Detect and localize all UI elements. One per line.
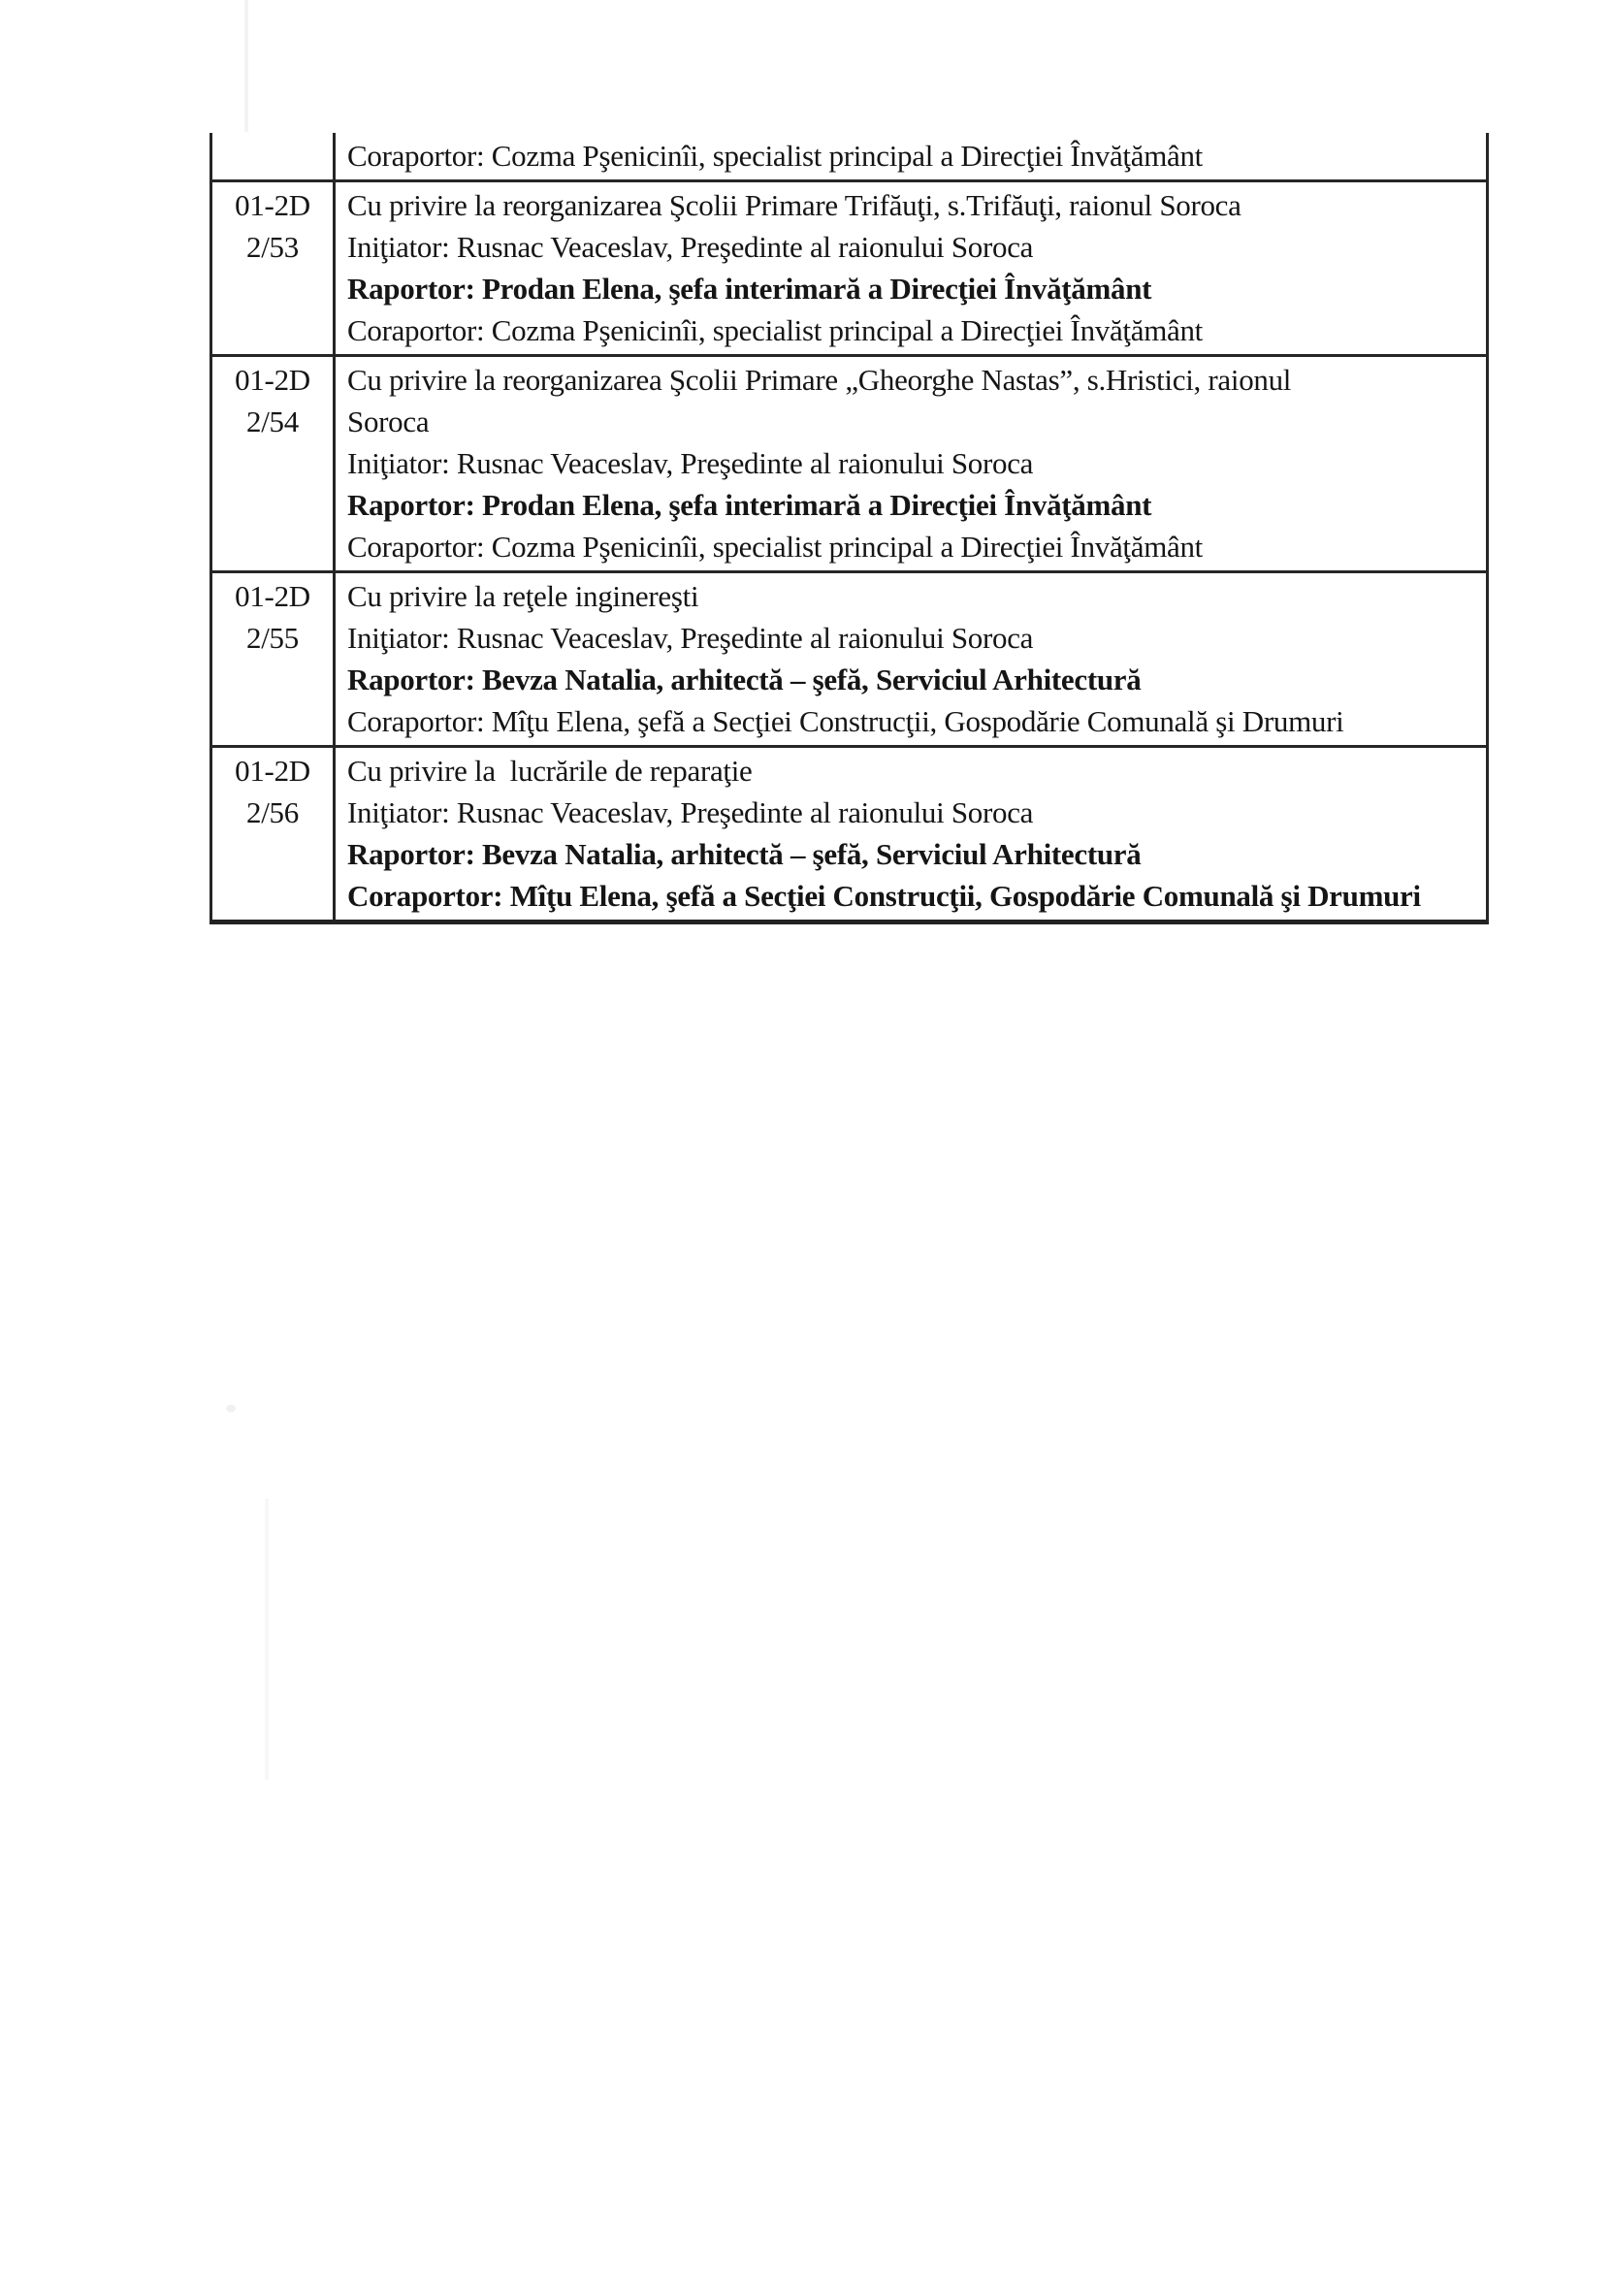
table-row: [212, 133, 1486, 182]
decision-id-cell: [212, 573, 336, 745]
decision-text-line: Coraportor: Cozma Pşenicinîi, specialist principal a Direcţiei Învăţământ: [347, 530, 1203, 564]
table-row: [212, 357, 1486, 573]
decision-content-cell: [336, 357, 1486, 570]
scan-artifact: [244, 0, 248, 132]
decision-text-line: Cu privire la reorganizarea Şcolii Primare Trifăuţi, s.Trifăuţi, raionul Soroca: [347, 188, 1241, 222]
decision-text-line: Raportor: Prodan Elena, şefa interimară a Direcţiei Învăţământ: [347, 272, 1152, 306]
decisions-table: [210, 133, 1489, 924]
decision-text-line: Cu privire la lucrările de reparaţie: [347, 754, 753, 788]
decision-id: 2/56: [246, 795, 299, 829]
decision-id-cell: [212, 182, 336, 354]
decision-id: 01-2D: [235, 754, 310, 788]
decision-text-line: Coraportor: Cozma Pşenicinîi, specialist principal a Direcţiei Învăţământ: [347, 139, 1203, 173]
decision-text-line: Coraportor: Cozma Pşenicinîi, specialist principal a Direcţiei Învăţământ: [347, 313, 1203, 347]
decision-content-cell: [336, 573, 1486, 745]
decision-id: 01-2D: [235, 363, 310, 397]
decision-text-line: Iniţiator: Rusnac Veaceslav, Preşedinte al raionului Soroca: [347, 230, 1034, 264]
decision-text-line: Iniţiator: Rusnac Veaceslav, Preşedinte al raionului Soroca: [347, 795, 1034, 829]
decision-id-cell: [212, 748, 336, 920]
scan-artifact: [226, 1405, 236, 1412]
decision-text-line: Cu privire la reorganizarea Şcolii Primare „Gheorghe Nastas”, s.Hristici, raionul: [347, 363, 1292, 397]
table-row: [212, 182, 1486, 357]
decision-id: 01-2D: [235, 188, 310, 222]
table-row: [212, 573, 1486, 748]
decision-content-cell: [336, 182, 1486, 354]
decision-text-line: Raportor: Prodan Elena, şefa interimară a Direcţiei Învăţământ: [347, 488, 1152, 522]
decision-text-line: Iniţiator: Rusnac Veaceslav, Preşedinte al raionului Soroca: [347, 621, 1034, 655]
decision-text-line: Coraportor: Mîţu Elena, şefă a Secţiei Construcţii, Gospodărie Comunală şi Drumuri: [347, 704, 1344, 738]
decision-id: 01-2D: [235, 579, 310, 613]
decision-text-line: Raportor: Bevza Natalia, arhitectă – şefă, Serviciul Arhitectură: [347, 837, 1142, 871]
decision-text-line: Iniţiator: Rusnac Veaceslav, Preşedinte al raionului Soroca: [347, 446, 1034, 480]
decision-text-line: Soroca: [347, 404, 430, 438]
decision-id-cell: [212, 357, 336, 570]
decision-content-cell: [336, 748, 1486, 920]
scan-artifact: [265, 1499, 269, 1780]
decision-text-line: Coraportor: Mîţu Elena, şefă a Secţiei Construcţii, Gospodărie Comunală şi Drumuri: [347, 879, 1421, 913]
decision-id: 2/55: [246, 621, 299, 655]
decision-id: 2/53: [246, 230, 299, 264]
decision-id-cell: [212, 133, 336, 179]
decision-content-cell: [336, 133, 1486, 179]
decision-id: 2/54: [246, 404, 299, 438]
decision-text-line: Raportor: Bevza Natalia, arhitectă – şefă, Serviciul Arhitectură: [347, 663, 1142, 696]
table-row: [212, 748, 1486, 920]
decision-text-line: Cu privire la reţele inginereşti: [347, 579, 699, 613]
